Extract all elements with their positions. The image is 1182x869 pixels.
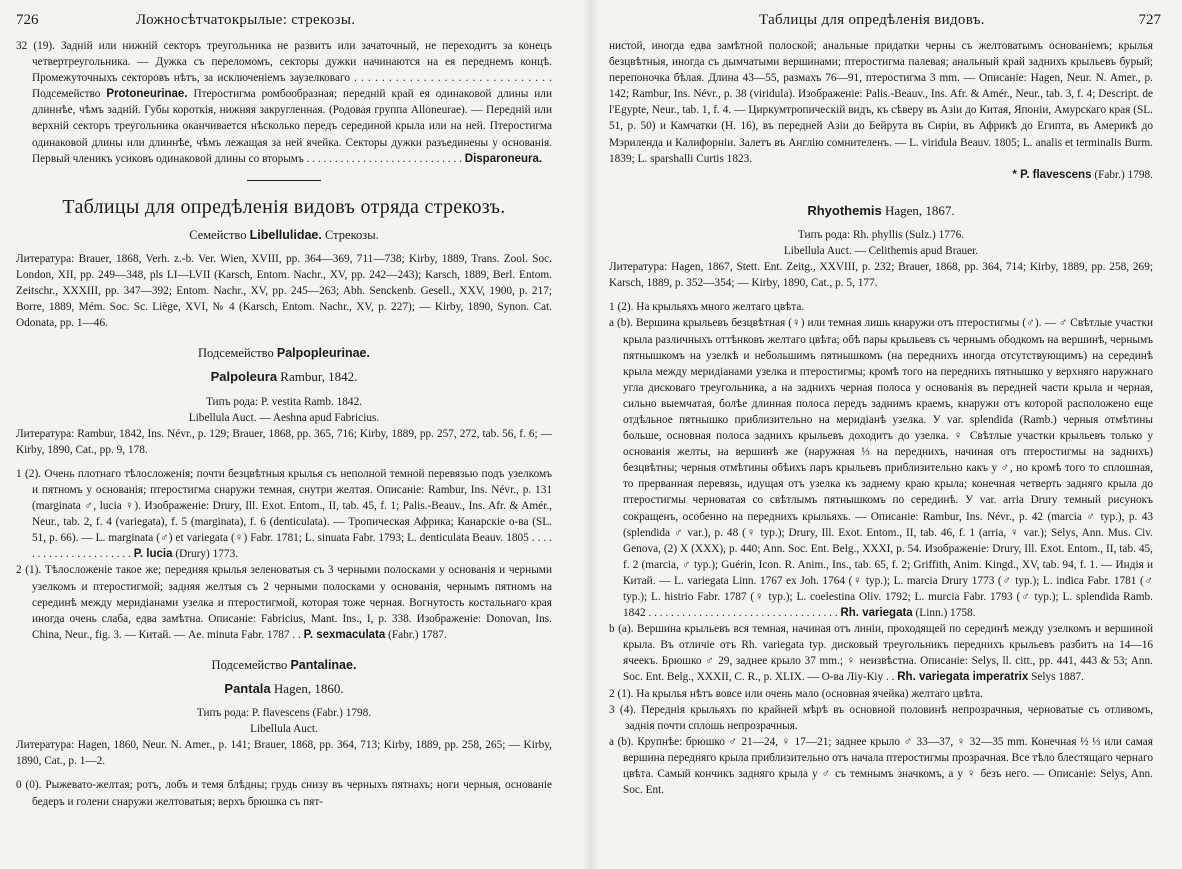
genus-heading-rhyothemis: Rhyothemis Hagen, 1867. (807, 202, 955, 218)
left-page-header (16, 10, 552, 30)
key-couplet-rh-2: 2 (1). На крылья нѣтъ вовсе или очень мало (основная ячейка) желтаго цвѣта. (609, 687, 984, 700)
genus-type: Типъ рода: P. vestita Ramb. 1842. (205, 395, 363, 408)
left-page-body (16, 38, 552, 810)
genus-literature: Литература: Hagen, 1860, Neur. N. Amer., p. 141; Brauer, 1868, pp. 364, 713; Kirby, 1889, pp. 258, 265; — Kirby, 1890, Cat., p. 1—2. (16, 739, 552, 768)
section-title: Таблицы для опредѣленія видовъ отряда стрекозъ. (62, 195, 506, 218)
genus-synonyms: Libellula Auct. (250, 723, 318, 736)
genus-synonyms: Libellula Auct. — Celithemis apud Brauer. (783, 245, 979, 258)
key-couplet-rh-b: b (a). Вершина крыльевъ вся темная, начиная отъ линіи, проходящей по серединѣ между узелкомъ и вершиной крыла. Въ отличіе отъ Rh. variegata typ. дисковый треугольникъ переднихъ крыльевъ разбитъ на 14—16 ячеекъ. Брюшко ♂ 29, заднее крыло 37 mm.; ♀ неизвѣстна. Описаніе: Selys, ll. citt., pp. 441, 443 & 53; Ann. Soc. Ent. Belg., XXXII, C. R., p. XLIX. — О-ва Ліу-Кіу . . Rh. variegata imperatrix Selys 1887. (609, 623, 1153, 684)
key-couplet-lucia: 1 (2). Очень плотнаго тѣлосложенія; почти безцвѣтныя крылья съ неполной темной перевязью подъ узелкомъ и пятномъ у основанія; птеростигма снаружи темная, снутри желтая. Описаніе: Rambur, Ins. Névr., p. 131 (marginata ♂, lucia ♀). Изображеніе: Drury, Ill. Exot. Entom., II, tab. 45, f. 1; Palis.-Beauv., Ins. Afr. & Amér., Neur., tab. 2, f. 4 (variegata), f. 5 (marginata), f. 6 (denticulata). — Тропическая Африка; Канарскіе о-ва (SL. 51, p. 66). — L. marginata (♂) et variegata (♀) Fabr. 1781; L. sinuata Fabr. 1793; L. denticulata Beauv. 1805 . . . . . . . . . . . . . . . . . . . . . . P. lucia (Drury) 1773. (16, 467, 552, 561)
taxon-disparoneura: Disparoneura. (464, 152, 543, 165)
genus-type: Типъ рода: Rh. phyllis (Sulz.) 1776. (797, 228, 965, 241)
taxon-imperatrix: Rh. variegata imperatrix (897, 671, 1029, 684)
running-title: Таблицы для опредѣленія видовъ. (759, 12, 985, 28)
key-couplet-rh-a: a (b). Вершина крыльевъ безцвѣтная (♀) или темная лишь кнаружи отъ птеростигмы (♂). — ♂ Свѣтлые участки крыла различныхъ оттѣнковъ желтаго цвѣта; обѣ пары крыльевъ съ чернымъ ободкомъ на вершинѣ, чернымъ пятнышкомъ на узелкѣ и небольшимъ пятнышкомъ (на переднихъ иногда отсутствующимъ) на серединѣ крыла между меридіанами узелка и птеростигмы; кромѣ того на переднихъ пятнышко у верхняго наружнаго угла дисковаго треугольника, а на заднихъ черная полоса у основанія въ передней части крыла и черная, сильно выемчатая, болѣе длинная полоса передъ заднимъ краемъ, кнаружи отъ которой расположено еще отдѣльное пятнышко приблизительно на меридіанѣ узелка. У var. splendida (Ramb.) черныя отмѣтины больше, основная полоса заднихъ крыльевъ доходитъ до узелка. ♀ Свѣтлые участки крыльевъ только у основанія желты, на вершинѣ же (наружная ⅓ на переднихъ, начиная отъ птеростигмы на заднихъ) безцвѣтны; черныя отмѣтины обѣихъ паръ крыльевъ приблизительно какъ у ♂, но кромѣ того то сплошная, то прерванная перевязь, идущая отъ узелка къ заднему краю крыла; конечная четверть задняго крыла до птеростигмы черноватая со свѣтлымъ пятнышкомъ по серединѣ. У var. arria Drury темный рисунокъ сокращенъ, особенно на переднихъ крыльяхъ. — Описаніе: Rambur, Ins. Névr., p. 42 (marcia ♂ typ.), p. 43 (splendida ♂ var.), p. 48 (♀ typ.); Drury, Ill. Exot. Entom., II, tab. 46, f. 1 (arria, ♀ var.); Selys, Ann. Mus. Civ. Genova, (2) X (XXX), p. 440; Ann. Soc. Ent. Belg., XXXI, p. 54. Изображеніе: Drury, Ill. Exot. Entom., II, tab. 45, f. 2 (marcia, ♂ typ.); Guérin, Icon. R. Anim., Ins., tab. 65, f. 2; Griffith, Anim. Kingd., XV, tab. 94, f. 1. — Индія и Китай. — L. variegata Linn. 1767 ex Joh. 1764 (♀ typ.); L. marcia Drury 1773 (♂ typ.); L. indica Fabr. 1781 (♂ typ.); L. histrio Fabr. 1787 (♀ typ.); L. coelestina Oliv. 1792; L. murcia Fabr. 1793 (♂ typ.); L. splendida Ramb. 1842 . . . . . . . . . . . . . . . . . . . . . . . . . . . . . . . . . . Rh. variegata (Linn.) 1758. (609, 317, 1153, 620)
key-couplet-rh-1: 1 (2). На крыльяхъ много желтаго цвѣта. (609, 301, 805, 314)
section-divider (247, 180, 321, 181)
family-literature: Литература: Brauer, 1868, Verh. z.-b. Ver. Wien, XVIII, pp. 364—369, 711—738; Kirby, 1889, Trans. Zool. Soc. London, XII, pp. 249—348, pls LI—LVII (Karsch, Entom. Nachr., XV, pp. 242—243); Karsch, 1889, Berl. Entom. Zeitschr., XXXIII, pp. 347—392; Entom. Nachr., XV, pp. 245—263; Abh. Senckenb. Gesell., XXV, 1900, p. 217; Borre, 1889, Mém. Soc. Sc. Liège, XVI, № 4 (Karsch, Entom. Nachr., XV, p. 227); — Kirby, 1890, Synon. Cat. Odonata, pp. 1—46. (16, 252, 552, 330)
taxon-variegata: Rh. variegata (840, 607, 913, 620)
taxon-flavescens: * P. flavescens (1012, 168, 1092, 181)
genus-synonyms: Libellula Auct. — Aeshna apud Fabricius. (188, 411, 380, 424)
family-heading: Семейство Libellulidae. Стрекозы. (189, 227, 379, 242)
subfamily-heading-pantalinae: Подсемейство Pantalinae. (211, 657, 357, 672)
taxon-protoneurinae: Protoneurinae. (106, 88, 188, 101)
key-couplet-rh-3: 3 (4). Переднія крыльяхъ по крайней мѣрѣ въ основной половинѣ непрозрачныя, черноватые съ отливомъ, заднія почти сплошь непрозрачныя. (609, 703, 1153, 732)
key-couplet-sexmaculata: 2 (1). Тѣлосложеніе такое же; передняя крылья зеленоватыя съ 3 черными полосками у основанія и черными узелкомъ и птеростигмой; задняя желтыя съ 2 черными полосками у основанія, чернымъ пятномъ на серединѣ между меридіанами узелка и птеростигмой, которая тоже черная. Вогнутость костальнаго края иногда очень слаба, едва замѣтна. Описаніе: Fabricius, Mant. Ins., I, p. 338. Изображеніе: Donovan, Ins. China, Neur., fig. 3. — Китай. — Ae. minuta Fabr. 1787 . . P. sexmaculata (Fabr.) 1787. (16, 564, 552, 641)
species-flavescens-continued: нистой, иногда едва замѣтной полоской; анальные придатки черны съ желтоватымъ основаніемъ; крылья безцвѣтныя, иногда съ дымчатыми вершинами; птеростигма палевая; анальный край заднихъ крыльевъ бурый; перепоночка бѣлая. Длина 43—55, размахъ 76—91, птеростигма 3 mm. — Описаніе: Hagen, Neur. N. Amer., p. 142; Rambur, Ins. Névr., p. 38 (viridula). Изображеніе: Palis.-Beauv., Ins. Afr. & Amér., Neur., tab. 3, f. 4; Descript. de l'Egypte, Neur., tab. 1, f. 4. — Циркумтропическій видъ, къ сѣверу въ Азіи до Китая, Японіи, Амурскаго края (SL. 51, p. 50) и Камчатки (H. 16), въ передней Азіи до Бейрута въ Сиріи, въ Африкѣ до Египта, въ Америкѣ до Мэриленда и Калифорніи. Залетъ въ Англію сомнителенъ. — L. viridula Beauv. 1805; L. analis et terminalis Burm. 1839; L. sparshalli Curtis 1823. (609, 40, 1153, 165)
key-couplet-rh-a2: a (b). Крупнѣе: брюшко ♂ 21—24, ♀ 17—21; заднее крыло ♂ 33—37, ♀ 32—35 mm. Конечная ½ ⅓ или самая вершина передняго крыла приблизительно отъ начала птеростигмы прозрачная. Все тѣло блестящаго чернаго цвѣта. Самый кончикъ задняго крыла у ♂ съ темнымъ значкомъ, а у ♀ безъ него. — Описаніе: Selys, Ann. Soc. Ent. (609, 735, 1153, 797)
right-page-body (609, 38, 1153, 798)
running-title: Ложносѣтчатокрылые: стрекозы. (136, 12, 356, 28)
taxon-lucia: P. lucia (133, 548, 173, 561)
right-page (591, 0, 1182, 869)
key-couplet-pantala: 0 (0). Рыжевато-желтая; ротъ, лобъ и темя блѣдны; грудь снизу въ черныхъ пятнахъ; ноги черныя, основаніе бедеръ и голени снаружи желтоватыя; верхъ брюшка съ пят- (16, 779, 552, 808)
genus-heading-pantala: Pantala Hagen, 1860. (224, 681, 344, 696)
page-number: 726 (16, 12, 39, 28)
genus-literature: Литература: Rambur, 1842, Ins. Névr., p. 129; Brauer, 1868, pp. 365, 716; Kirby, 1889, pp. 257, 272, tab. 56, f. 6; — Kirby, 1890, Cat., pp. 9, 178. (16, 427, 552, 456)
genus-literature: Литература: Hagen, 1867, Stett. Ent. Zeitg., XXVIII, p. 232; Brauer, 1868, pp. 364, 714; Kirby, 1889, pp. 258, 269; Karsch, 1889, p. 352—354; — Kirby, 1890, Cat., p. 5, 177. (609, 261, 1153, 290)
subfamily-heading-palpopleurinae: Подсемейство Palpopleurinae. (198, 346, 370, 361)
taxon-line-flavescens: * P. flavescens (Fabr.) 1798. (1012, 168, 1153, 181)
taxon-sexmaculata: P. sexmaculata (303, 628, 386, 641)
right-page-header (609, 10, 1161, 30)
genus-heading-palpoleura: Palpoleura Rambur, 1842. (210, 369, 358, 385)
page-number: 727 (1138, 12, 1161, 28)
key-couplet-32: 32 (19). Задній или нижній секторъ треугольника не развитъ или зачаточный, не переходитъ за конецъ четвертреугольника. — Дужка съ переломомъ, секторы дужки начинаются на ея переднемъ концѣ. Промежуточныхъ секторовъ нѣтъ, за исключеніемъ заузелковаго . . . . . . . . . . . . . . . . . . . . . . . . . . . . . Подсемейство Protoneurinae. Птеростигма ромбообразная; передній край ея одинаковой длины или длиннѣе, чѣмъ задній. Губы короткія, нижняя закругленная. (Родовая группа Alloneurae). — Передній или верхній секторъ треугольника оканчивается нѣсколько передъ серединой крыла или на ней. Птеростигма одинаковой длины или длиннѣе, чѣмъ лежащая за ней ячейка. Секторы дужки разъединены у основанія. Первый членикъ усиковъ одинаковой длины со вторымъ . . . . . . . . . . . . . . . . . . . . . . . . . . . . Disparoneura. (16, 40, 552, 165)
genus-type: Типъ рода: P. flavescens (Fabr.) 1798. (196, 707, 372, 720)
